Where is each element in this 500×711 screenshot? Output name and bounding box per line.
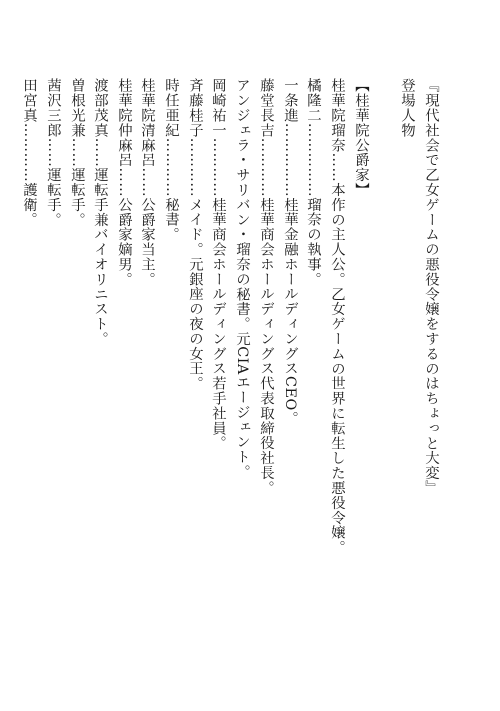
character-row (138, 78, 156, 638)
character-row (91, 78, 109, 638)
leader-dots: ………… (210, 137, 226, 198)
character-description: 運転手。 (45, 167, 61, 227)
character-description: 運転手兼バイオリニスト。 (92, 167, 108, 347)
character-row (209, 78, 227, 638)
character-name: 桂華院仲麻呂 (116, 78, 132, 168)
character-row (115, 78, 133, 638)
character-name: 橘隆二 (305, 78, 321, 123)
leader-dots: …… (116, 167, 132, 198)
leader-dots: ………… (258, 137, 274, 198)
book-title: 『現代社会で乙女ゲームの悪役令嬢をするのはちょっと大変』 (423, 78, 439, 496)
character-name: 田宮真 (21, 78, 37, 123)
leader-dots: ・ (234, 227, 250, 242)
character-row (186, 78, 204, 638)
character-list-heading: 登場人物 (399, 78, 415, 138)
character-description: 本作の主人公。乙女ゲームの世界に転生した悪役令嬢。 (329, 182, 345, 555)
character-description: 運転手。 (69, 167, 85, 227)
character-description: メイド。元銀座の夜の女王。 (187, 197, 203, 391)
character-name: 曽根光兼 (69, 78, 85, 138)
character-name: 一条進 (282, 78, 298, 123)
leader-dots: ………… (187, 137, 203, 198)
leader-dots: …… (45, 137, 61, 168)
character-row (44, 78, 62, 638)
leader-dots: …… (139, 167, 155, 198)
character-name: 斉藤桂子 (187, 78, 203, 138)
character-row (257, 78, 275, 638)
character-name: 岡崎祐一 (210, 78, 226, 138)
character-description: 秘書。 (163, 197, 179, 242)
leader-dots: …… (92, 137, 108, 168)
character-name: 茜沢三郎 (45, 78, 61, 138)
leader-dots: …………… (305, 122, 321, 198)
character-name: 桂華院瑠奈 (329, 78, 345, 153)
character-description: 瑠奈の秘書。元CIAエージェント。 (234, 241, 250, 480)
character-description: 公爵家嫡男。 (116, 197, 132, 287)
character-row (68, 78, 86, 638)
character-description: 護衛。 (21, 182, 37, 227)
leader-dots: …… (69, 137, 85, 168)
character-name: 時任亜紀 (163, 78, 179, 138)
character-description: 瑠奈の執事。 (305, 197, 321, 287)
character-description: 桂華金融ホールディングスCEO。 (282, 197, 298, 426)
character-description: 公爵家当主。 (139, 197, 155, 287)
character-description: 桂華商会ホールディングス代表取締役社長。 (258, 197, 274, 496)
character-name: 渡部茂真 (92, 78, 108, 138)
leader-dots: …………… (282, 122, 298, 198)
character-name: 藤堂長吉 (258, 78, 274, 138)
leader-dots: ………… (21, 122, 37, 183)
character-name: アンジェラ・サリバン (234, 78, 250, 227)
character-row (281, 78, 299, 638)
character-row (162, 78, 180, 638)
character-description: 桂華商会ホールディングス若手社員。 (210, 197, 226, 451)
character-row (20, 78, 38, 638)
section-heading: 【桂華院公爵家】 (353, 78, 369, 198)
character-row (328, 78, 346, 638)
character-row (233, 78, 251, 638)
leader-dots: …… (329, 152, 345, 183)
character-row (304, 78, 322, 638)
character-name: 桂華院清麻呂 (139, 78, 155, 168)
leader-dots: ………… (163, 137, 179, 198)
